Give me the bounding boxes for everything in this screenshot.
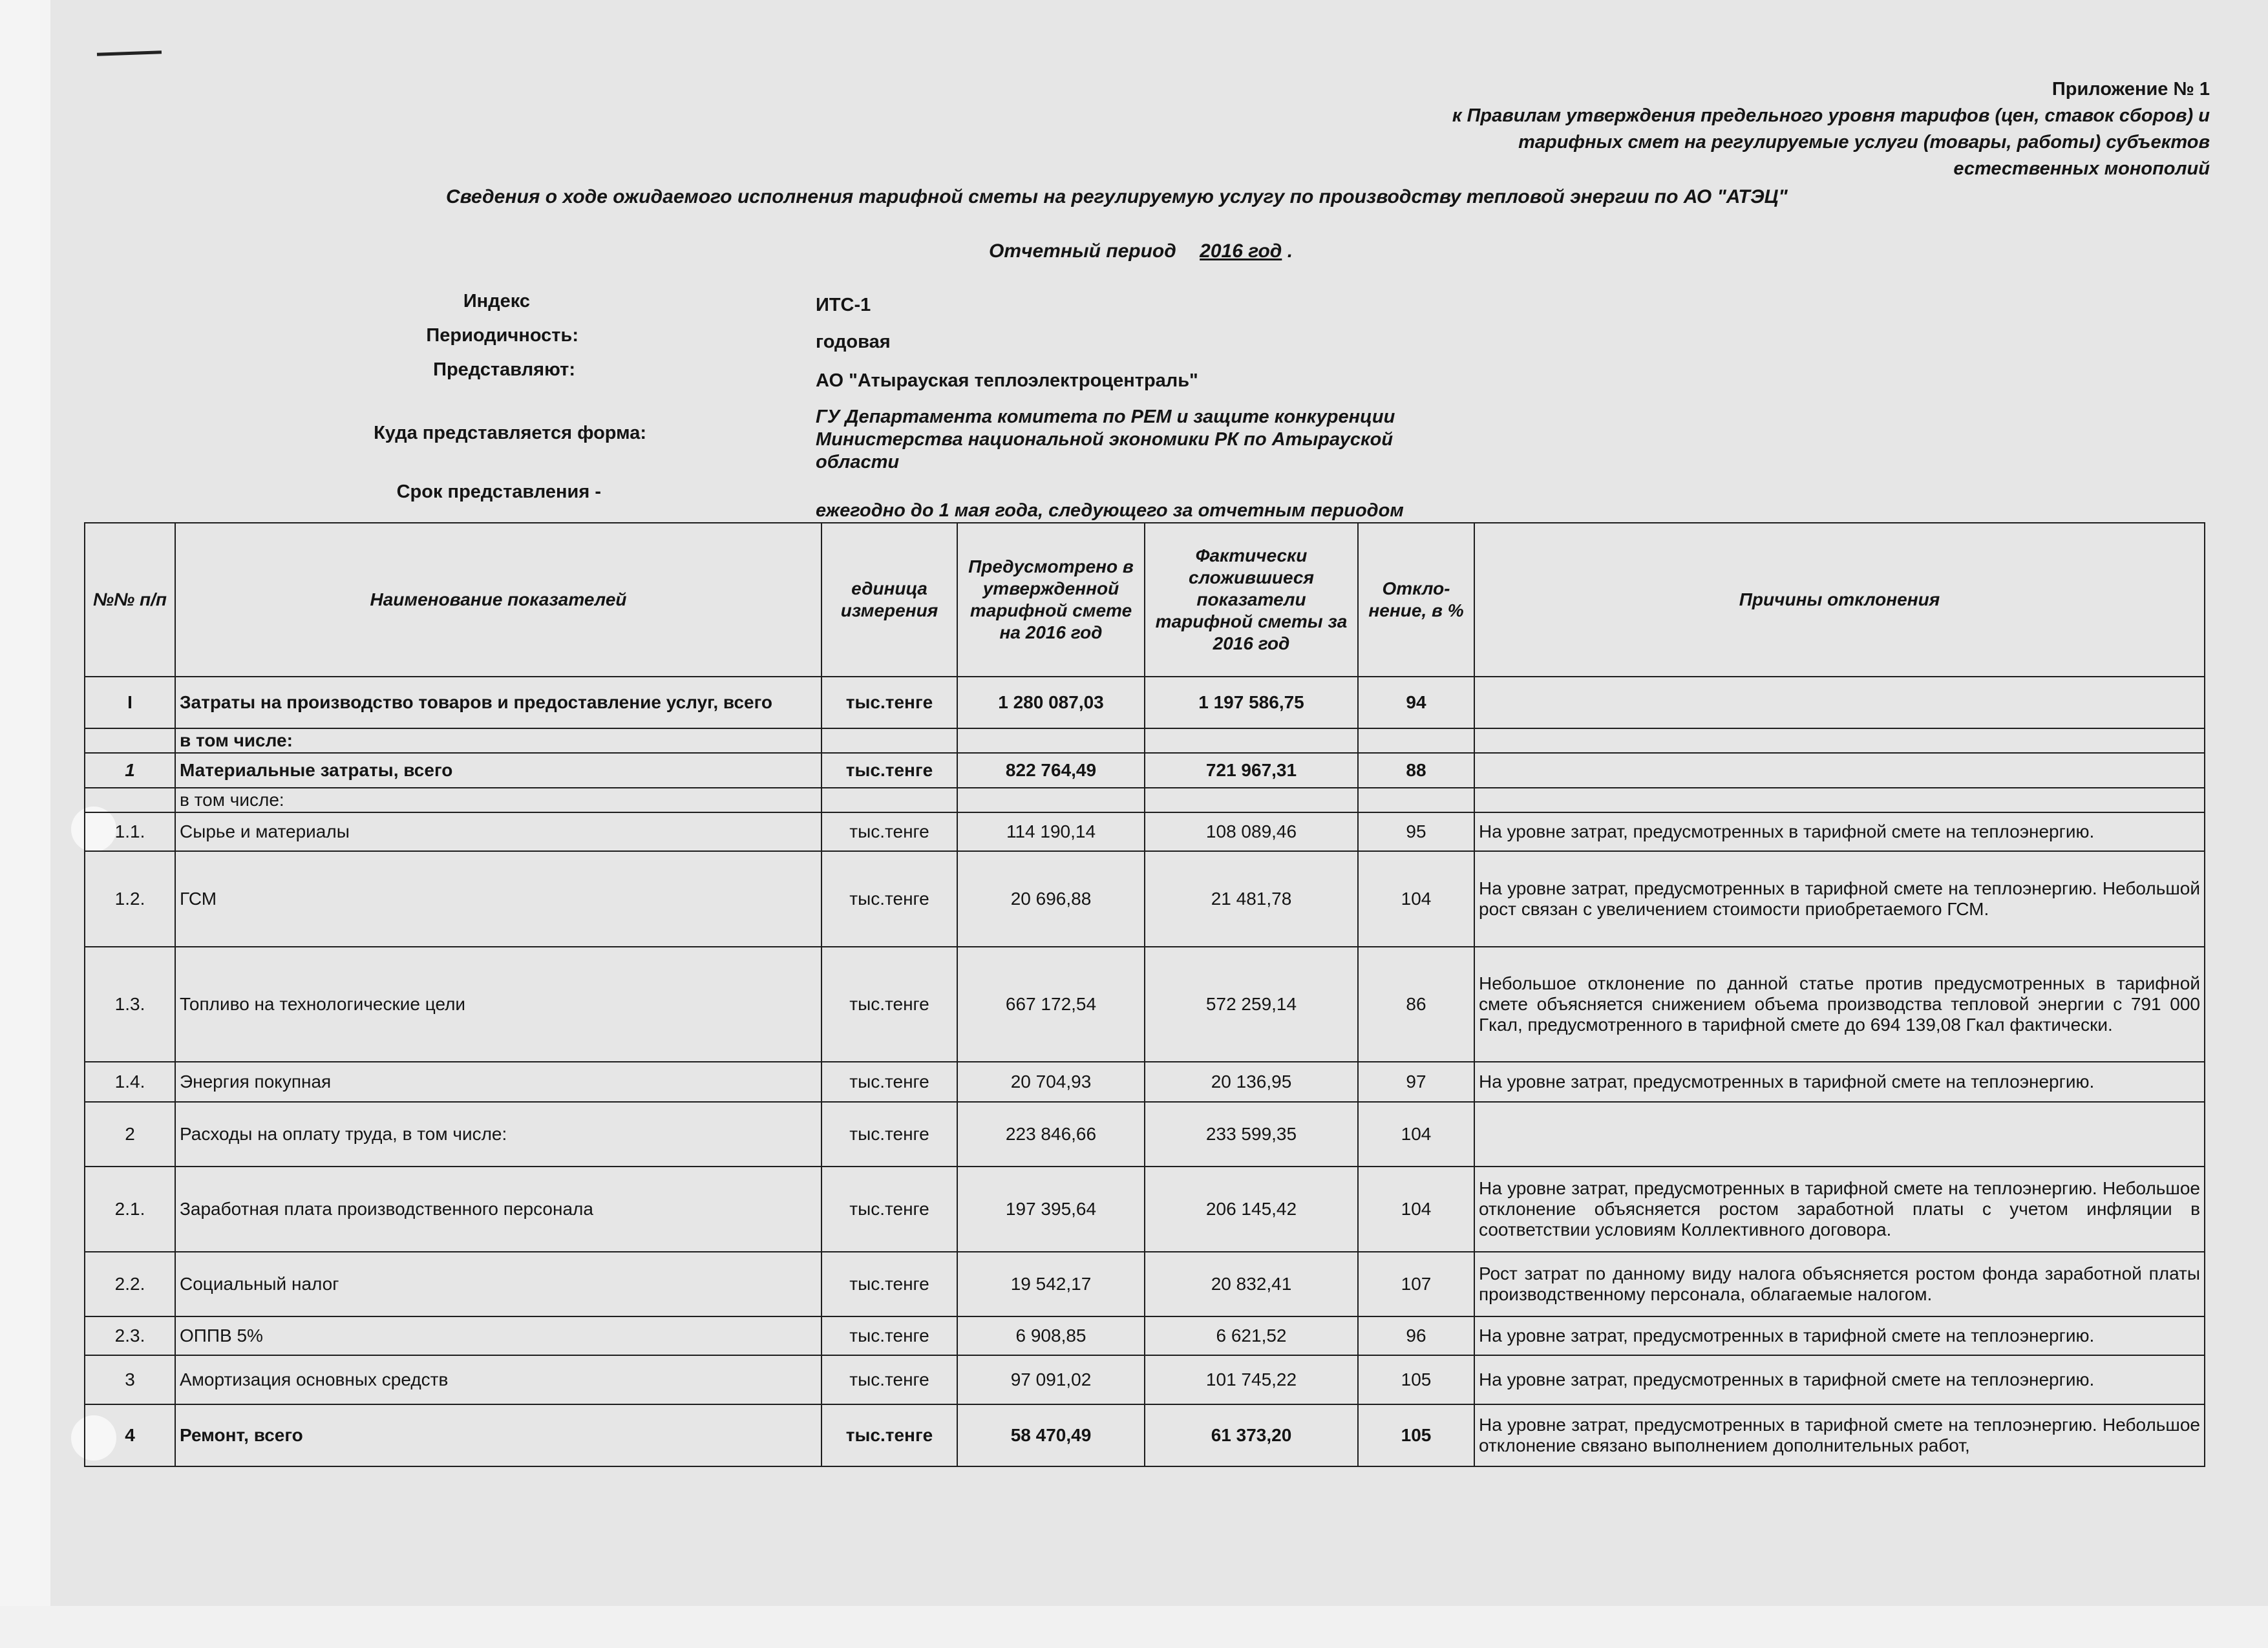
appendix-title: Приложение № 1 bbox=[2051, 79, 2210, 100]
row-actual: 20 832,41 bbox=[1145, 1252, 1358, 1316]
row-planned: 97 091,02 bbox=[957, 1355, 1145, 1404]
row-num: 2.3. bbox=[85, 1316, 175, 1355]
row-unit: тыс.тенге bbox=[821, 947, 957, 1062]
frequency-value: годовая bbox=[816, 332, 891, 352]
row-actual: 1 197 586,75 bbox=[1145, 677, 1358, 728]
row-planned: 19 542,17 bbox=[957, 1252, 1145, 1316]
row-unit: тыс.тенге bbox=[821, 1102, 957, 1167]
row-planned: 822 764,49 bbox=[957, 753, 1145, 788]
row-name: ОППВ 5% bbox=[175, 1316, 821, 1355]
header-name: Наименование показателей bbox=[175, 523, 821, 677]
row-deviation: 86 bbox=[1358, 947, 1474, 1062]
submitters-value: АО "Атырауская теплоэлектроцентраль" bbox=[816, 370, 1198, 391]
header-actual: Фактически сложившиеся показатели тарифной сметы за 2016 год bbox=[1145, 523, 1358, 677]
index-value: ИТС-1 bbox=[816, 295, 871, 315]
row-planned: 20 696,88 bbox=[957, 851, 1145, 947]
row-deviation: 94 bbox=[1358, 677, 1474, 728]
row-actual: 721 967,31 bbox=[1145, 753, 1358, 788]
row-unit: тыс.тенге bbox=[821, 1252, 957, 1316]
table-row bbox=[85, 947, 2205, 1062]
row-actual: 108 089,46 bbox=[1145, 812, 1358, 851]
appendix-block bbox=[1240, 76, 2210, 182]
row-num: 1.2. bbox=[85, 851, 175, 947]
row-planned: 6 908,85 bbox=[957, 1316, 1145, 1355]
row-deviation: 95 bbox=[1358, 812, 1474, 851]
scan-left-margin bbox=[0, 0, 50, 1648]
row-reason bbox=[1474, 728, 2205, 753]
row-reason bbox=[1474, 1102, 2205, 1167]
row-reason bbox=[1474, 753, 2205, 788]
row-reason: На уровне затрат, предусмотренных в тарифной смете на теплоэнергию. Небольшое отклонение связано выполнением дополнительных работ, bbox=[1474, 1404, 2205, 1466]
row-actual bbox=[1145, 788, 1358, 812]
row-unit: тыс.тенге bbox=[821, 1355, 957, 1404]
row-planned: 197 395,64 bbox=[957, 1167, 1145, 1252]
row-planned bbox=[957, 788, 1145, 812]
row-name: Ремонт, всего bbox=[175, 1404, 821, 1466]
row-name: в том числе: bbox=[175, 788, 821, 812]
row-name: Затраты на производство товаров и предоставление услуг, всего bbox=[175, 677, 821, 728]
row-num: 1.3. bbox=[85, 947, 175, 1062]
table-row bbox=[85, 1167, 2205, 1252]
deadline-value: ежегодно до 1 мая года, следующего за отчетным периодом bbox=[816, 500, 1404, 521]
row-num: 1.1. bbox=[85, 812, 175, 851]
row-num: I bbox=[85, 677, 175, 728]
row-reason: Небольшое отклонение по данной статье против предусмотренных в тарифной смете объясняется снижением объема производства тепловой энергии с 791 000 Гкал, предусмотренного в тарифной смете до 694 139,08 Гкал фактически. bbox=[1474, 947, 2205, 1062]
submitters-label: Представляют: bbox=[433, 359, 575, 380]
row-deviation: 107 bbox=[1358, 1252, 1474, 1316]
row-name: Заработная плата производственного персонала bbox=[175, 1167, 821, 1252]
scan-bottom-margin bbox=[0, 1606, 2268, 1648]
header-planned: Предусмотрено в утвержденной тарифной смете на 2016 год bbox=[957, 523, 1145, 677]
row-reason: На уровне затрат, предусмотренных в тарифной смете на теплоэнергию. bbox=[1474, 1062, 2205, 1102]
table-row bbox=[85, 812, 2205, 851]
recipient-value: ГУ Департамента комитета по РЕМ и защите конкуренции Министерства национальной экономики РК по Атырауской области bbox=[816, 407, 1395, 472]
row-reason: На уровне затрат, предусмотренных в тарифной смете на теплоэнергию. Небольшой рост связан с увеличением стоимости приобретаемого ГСМ. bbox=[1474, 851, 2205, 947]
row-unit: тыс.тенге bbox=[821, 753, 957, 788]
row-deviation: 97 bbox=[1358, 1062, 1474, 1102]
row-deviation: 88 bbox=[1358, 753, 1474, 788]
row-actual: 6 621,52 bbox=[1145, 1316, 1358, 1355]
row-name: в том числе: bbox=[175, 728, 821, 753]
table-row bbox=[85, 728, 2205, 753]
row-actual: 21 481,78 bbox=[1145, 851, 1358, 947]
row-num bbox=[85, 788, 175, 812]
row-reason: На уровне затрат, предусмотренных в тарифной смете на теплоэнергию. bbox=[1474, 812, 2205, 851]
row-name: Сырье и материалы bbox=[175, 812, 821, 851]
row-reason: На уровне затрат, предусмотренных в тарифной смете на теплоэнергию. bbox=[1474, 1316, 2205, 1355]
row-num: 3 bbox=[85, 1355, 175, 1404]
row-name: ГСМ bbox=[175, 851, 821, 947]
row-planned: 667 172,54 bbox=[957, 947, 1145, 1062]
row-num: 1.4. bbox=[85, 1062, 175, 1102]
row-name: Расходы на оплату труда, в том числе: bbox=[175, 1102, 821, 1167]
period-suffix: . bbox=[1287, 240, 1293, 262]
row-unit: тыс.тенге bbox=[821, 851, 957, 947]
row-num: 4 bbox=[85, 1404, 175, 1466]
row-num: 2.1. bbox=[85, 1167, 175, 1252]
header-unit: единица измерения bbox=[821, 523, 957, 677]
row-reason: Рост затрат по данному виду налога объясняется ростом фонда заработной платы производственному персонала, облагаемые налогом. bbox=[1474, 1252, 2205, 1316]
row-deviation: 96 bbox=[1358, 1316, 1474, 1355]
row-deviation bbox=[1358, 728, 1474, 753]
row-actual: 20 136,95 bbox=[1145, 1062, 1358, 1102]
row-unit: тыс.тенге bbox=[821, 1167, 957, 1252]
table-row bbox=[85, 1355, 2205, 1404]
row-planned: 114 190,14 bbox=[957, 812, 1145, 851]
row-unit: тыс.тенге bbox=[821, 677, 957, 728]
row-actual: 61 373,20 bbox=[1145, 1404, 1358, 1466]
table-row bbox=[85, 677, 2205, 728]
row-planned bbox=[957, 728, 1145, 753]
row-num: 1 bbox=[85, 753, 175, 788]
row-name: Энергия покупная bbox=[175, 1062, 821, 1102]
period-label: Отчетный период bbox=[989, 240, 1176, 262]
row-planned: 20 704,93 bbox=[957, 1062, 1145, 1102]
frequency-label: Периодичность: bbox=[426, 325, 578, 346]
table-row bbox=[85, 1252, 2205, 1316]
row-num: 2.2. bbox=[85, 1252, 175, 1316]
table-row bbox=[85, 1404, 2205, 1466]
row-reason bbox=[1474, 677, 2205, 728]
header-reason: Причины отклонения bbox=[1474, 523, 2205, 677]
row-planned: 223 846,66 bbox=[957, 1102, 1145, 1167]
tariff-estimate-table bbox=[84, 522, 2205, 1467]
row-actual bbox=[1145, 728, 1358, 753]
row-num bbox=[85, 728, 175, 753]
period-value: 2016 год bbox=[1200, 240, 1282, 262]
row-actual: 206 145,42 bbox=[1145, 1167, 1358, 1252]
row-reason: На уровне затрат, предусмотренных в тарифной смете на теплоэнергию. Небольшое отклонение объясняется ростом заработной платы с учетом инфляции в соответствии условиям Коллективного договора. bbox=[1474, 1167, 2205, 1252]
index-label: Индекс bbox=[463, 291, 530, 312]
row-deviation: 104 bbox=[1358, 1167, 1474, 1252]
table-row bbox=[85, 1316, 2205, 1355]
table-row bbox=[85, 753, 2205, 788]
row-unit bbox=[821, 788, 957, 812]
header-deviation: Откло-нение, в % bbox=[1358, 523, 1474, 677]
row-deviation: 104 bbox=[1358, 851, 1474, 947]
row-deviation: 105 bbox=[1358, 1404, 1474, 1466]
row-actual: 572 259,14 bbox=[1145, 947, 1358, 1062]
document-title: Сведения о ходе ожидаемого исполнения тарифной сметы на регулируемую услугу по производству тепловой энергии по АО "АТЭЦ" bbox=[446, 186, 1788, 207]
row-unit: тыс.тенге bbox=[821, 812, 957, 851]
row-unit: тыс.тенге bbox=[821, 1404, 957, 1466]
appendix-line: естественных монополий bbox=[1953, 158, 2210, 179]
row-num: 2 bbox=[85, 1102, 175, 1167]
table-row bbox=[85, 1102, 2205, 1167]
row-name: Материальные затраты, всего bbox=[175, 753, 821, 788]
row-name: Социальный налог bbox=[175, 1252, 821, 1316]
row-reason bbox=[1474, 788, 2205, 812]
row-deviation: 105 bbox=[1358, 1355, 1474, 1404]
row-reason: На уровне затрат, предусмотренных в тарифной смете на теплоэнергию. bbox=[1474, 1355, 2205, 1404]
row-planned: 58 470,49 bbox=[957, 1404, 1145, 1466]
table-row bbox=[85, 788, 2205, 812]
row-unit: тыс.тенге bbox=[821, 1062, 957, 1102]
row-unit: тыс.тенге bbox=[821, 1316, 957, 1355]
recipient-label: Куда представляется форма: bbox=[374, 423, 646, 443]
appendix-line: тарифных смет на регулируемые услуги (товары, работы) субъектов bbox=[1518, 132, 2210, 153]
row-deviation bbox=[1358, 788, 1474, 812]
appendix-line: к Правилам утверждения предельного уровня тарифов (цен, ставок сборов) и bbox=[1452, 105, 2210, 126]
row-name: Амортизация основных средств bbox=[175, 1355, 821, 1404]
row-actual: 233 599,35 bbox=[1145, 1102, 1358, 1167]
row-planned: 1 280 087,03 bbox=[957, 677, 1145, 728]
row-unit bbox=[821, 728, 957, 753]
deadline-label: Срок представления - bbox=[396, 481, 601, 502]
header-num: №№ п/п bbox=[85, 523, 175, 677]
table-header-row bbox=[85, 523, 2205, 677]
table-row bbox=[85, 1062, 2205, 1102]
row-deviation: 104 bbox=[1358, 1102, 1474, 1167]
pen-mark bbox=[97, 50, 162, 56]
row-actual: 101 745,22 bbox=[1145, 1355, 1358, 1404]
table-row bbox=[85, 851, 2205, 947]
row-name: Топливо на технологические цели bbox=[175, 947, 821, 1062]
reporting-period bbox=[989, 240, 1293, 262]
